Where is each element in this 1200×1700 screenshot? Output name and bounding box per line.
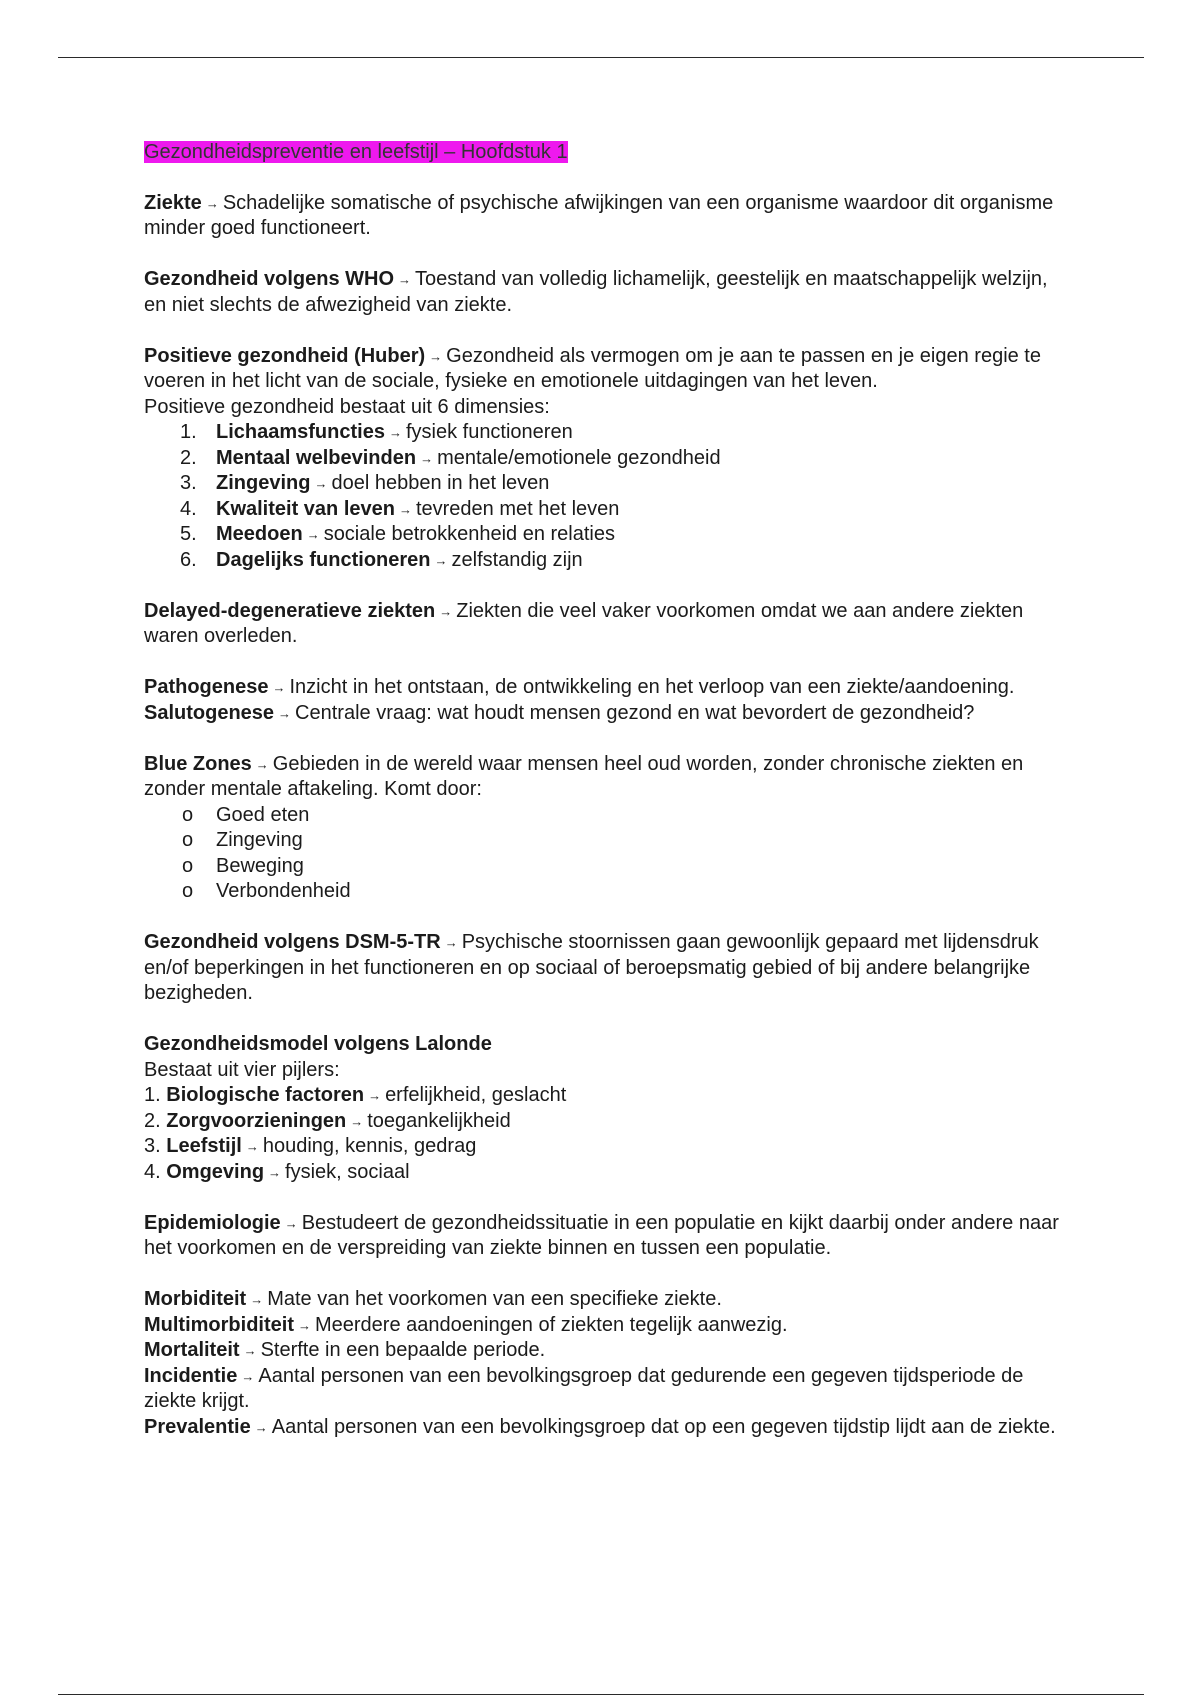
definition-text: Sterfte in een bepaalde periode. [260,1339,546,1361]
list-item [144,548,1064,574]
list-text: sociale betrokkenheid en relaties [323,523,615,545]
arrow-icon: → [420,450,434,466]
heading-text: Gezondheidsmodel volgens Lalonde [144,1033,492,1055]
list-text: houding, kennis, gedrag [262,1135,477,1157]
blue-zones-list [144,803,1064,905]
term: Prevalentie [144,1415,251,1438]
definition-text: Schadelijke somatische of psychische afwijkingen van een organisme waardoor dit organisme minder goed functioneert. [144,191,1054,239]
arrow-icon: → [268,1164,282,1180]
list-text: fysiek functioneren [405,421,573,443]
definition-mortaliteit [144,1338,1064,1364]
term: Dagelijks functioneren [216,548,431,571]
definition-text: Psychische stoornissen gaan gewoonlijk gepaard met lijdensdruk en/of beperkingen in het functioneren en op sociaal of beroepsmatig gebied of bij andere belangrijke bezigheden. [144,931,1039,1004]
definition-text: Ziekten die veel vaker voorkomen omdat we aan andere ziekten waren overleden. [144,599,1024,647]
term: Zingeving [216,472,311,494]
term: Kwaliteit van leven [216,497,395,520]
definition-text: Aantal personen van een bevolkingsgroep dat gedurende een gegeven tijdsperiode de ziekte krijgt. [144,1364,1024,1412]
arrow-icon: → [255,756,269,772]
list-number: 5. [180,523,197,545]
arrow-icon: → [350,1113,364,1129]
term: Biologische factoren [166,1084,365,1106]
term: Positieve gezondheid (Huber) [144,344,426,367]
definition-text: Meerdere aandoeningen of ziekten tegelijk aanwezig. [314,1313,788,1336]
bullet-icon: o [182,880,194,902]
list-item [144,497,1064,523]
definition-morbiditeit [144,1287,1064,1313]
list-item [144,471,1064,497]
term: Epidemiologie [144,1211,281,1234]
list-text: Zingeving [216,829,303,851]
arrow-icon: → [314,476,328,491]
definition-text: Toestand van volledig lichamelijk, geestelijk en maatschappelijk welzijn, en niet slechts de afwezigheid van ziekte. [144,268,1048,316]
arrow-icon: → [241,1368,255,1384]
term: Ziekte [144,191,202,214]
footer-rule [58,1694,1144,1695]
list-text: tevreden met het leven [415,497,620,520]
definition-text: Aantal personen van een bevolkingsgroep dat op een gegeven tijdstip lijdt aan de ziekte. [271,1415,1056,1438]
lalonde-pillar [144,1134,1064,1160]
list-number: 2. [180,446,197,469]
term: Blue Zones [144,752,252,775]
definition-text: Gezondheid als vermogen om je aan te passen en je eigen regie te voeren in het licht van de sociale, fysieke en emotionele uitdagingen van het leven. [144,344,1041,392]
list-text: erfelijkheid, geslacht [385,1084,567,1106]
definition-prevalentie [144,1415,1064,1441]
definition-dsm [144,930,1064,1007]
lalonde-heading [144,1032,1064,1058]
arrow-icon: → [205,195,219,211]
definition-text: Centrale vraag: wat houdt mensen gezond en wat bevordert de gezondheid? [295,701,975,724]
definition-who [144,267,1064,318]
definition-incidentie [144,1364,1064,1415]
term: Zorgvoorzieningen [166,1109,347,1132]
lalonde-intro: Bestaat uit vier pijlers: [144,1058,340,1081]
bullet-icon: o [182,854,194,877]
term: Multimorbiditeit [144,1313,294,1336]
lalonde-pillar [144,1109,1064,1135]
list-number: 1. [180,421,197,443]
term: Morbiditeit [144,1288,247,1310]
arrow-icon: → [398,272,412,287]
definition-text: Gebieden in de wereld waar mensen heel oud worden, zonder chronische ziekten en zonder mentale aftakeling. Komt door: [144,752,1024,800]
arrow-icon: → [388,425,402,440]
list-number: 3. [180,472,197,494]
header-rule [58,57,1144,58]
list-number: 6. [180,548,197,571]
definition-multimorbiditeit [144,1313,1064,1339]
term: Salutogenese [144,701,275,724]
document-title-line [144,140,1064,166]
list-item [144,420,1064,446]
arrow-icon: → [439,603,453,619]
term: Gezondheid volgens WHO [144,268,395,290]
arrow-icon: → [245,1139,259,1154]
definition-epidemiologie [144,1211,1064,1262]
bullet-icon: o [182,829,194,851]
definition-blue-zones [144,752,1064,803]
list-number: 4. [180,497,197,520]
term: Leefstijl [166,1135,242,1157]
list-text: fysiek, sociaal [285,1160,410,1183]
list-item [144,854,1064,880]
term: Meedoen [216,523,303,545]
term: Mentaal welbevinden [216,446,417,469]
list-text: mentale/emotionele gezondheid [437,446,721,469]
list-item [144,522,1064,548]
term: Pathogenese [144,676,269,698]
term: Omgeving [166,1160,265,1183]
list-text: Goed eten [216,803,310,826]
arrow-icon: → [250,1292,264,1307]
huber-dimensions-list [144,420,1064,573]
term: Incidentie [144,1364,238,1387]
document-title: Gezondheidspreventie en leefstijl – Hoofdstuk 1 [144,141,568,163]
term: Mortaliteit [144,1339,240,1361]
arrow-icon: → [368,1088,382,1103]
list-text: Verbondenheid [216,880,351,902]
definition-text: Bestudeert de gezondheidssituatie in een populatie en kijkt daarbij onder andere naar het voorkomen en de verspreiding van ziekte binnen en tussen een populatie. [144,1211,1059,1259]
list-item [144,446,1064,472]
list-text: Beweging [216,854,304,877]
list-number: 4. [144,1160,161,1183]
definition-delayed [144,599,1064,650]
arrow-icon: → [429,348,443,364]
arrow-icon: → [254,1419,268,1435]
arrow-icon: → [444,935,458,950]
list-item [144,879,1064,905]
arrow-icon: → [398,501,412,517]
term: Delayed-degeneratieve ziekten [144,599,436,622]
definition-salutogenese [144,701,1064,727]
arrow-icon: → [284,1215,298,1231]
definition-text: Mate van het voorkomen van een specifieke ziekte. [267,1288,722,1310]
arrow-icon: → [306,527,320,542]
list-number: 2. [144,1109,161,1132]
list-text: zelfstandig zijn [451,548,583,571]
lalonde-pillar [144,1083,1064,1109]
bullet-icon: o [182,803,194,826]
definition-ziekte [144,191,1064,242]
lalonde-pillar [144,1160,1064,1186]
term: Gezondheid volgens DSM-5-TR [144,931,441,953]
document-page [144,140,1064,1440]
arrow-icon: → [434,552,448,568]
list-item [144,828,1064,854]
list-item [144,803,1064,829]
list-text: doel hebben in het leven [331,472,550,494]
arrow-icon: → [297,1317,311,1333]
list-text: toegankelijkheid [367,1109,511,1132]
definition-huber [144,344,1064,395]
huber-intro: Positieve gezondheid bestaat uit 6 dimensies: [144,395,550,418]
arrow-icon: → [243,1343,257,1358]
definition-text: Inzicht in het ontstaan, de ontwikkeling en het verloop van een ziekte/aandoening. [289,676,1015,698]
arrow-icon: → [278,705,292,721]
list-number: 3. [144,1135,161,1157]
definition-pathogenese [144,675,1064,701]
term: Lichaamsfuncties [216,421,385,443]
list-number: 1. [144,1084,161,1106]
arrow-icon: → [272,680,286,695]
